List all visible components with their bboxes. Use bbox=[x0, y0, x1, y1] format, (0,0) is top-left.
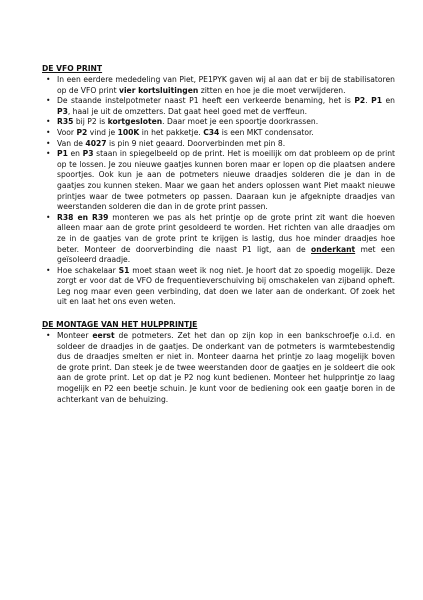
text-run: S1 bbox=[118, 265, 130, 275]
text-run: R35 bbox=[57, 117, 74, 127]
text-run: . bbox=[365, 96, 372, 106]
text-run: vind je bbox=[87, 127, 118, 137]
text-run: is een MKT condensator. bbox=[219, 127, 314, 137]
text-run: onderkant bbox=[311, 244, 356, 254]
text-run: P3 bbox=[57, 106, 68, 116]
text-run: P2 bbox=[76, 127, 88, 137]
text-run: vier kortsluitingen bbox=[119, 85, 199, 95]
text-run: Van de bbox=[57, 138, 86, 148]
text-run: en bbox=[381, 96, 395, 106]
text-run: eerst bbox=[92, 331, 115, 341]
list-item bbox=[42, 331, 395, 405]
text-run: P1 bbox=[371, 96, 382, 106]
list-item bbox=[42, 117, 395, 128]
text-run: P3 bbox=[82, 149, 94, 159]
list-item bbox=[42, 149, 395, 213]
list-item bbox=[42, 75, 395, 96]
text-run: De staande instelpotmeter naast P1 heeft een verkeerde benaming, het is bbox=[57, 96, 355, 106]
text-run: P2 bbox=[354, 96, 366, 106]
text-run: , haal je uit de omzetters. Dat gaat heel goed met de verffeun. bbox=[67, 106, 308, 116]
text-run: P1 bbox=[57, 149, 68, 159]
text-run: kortgesloten bbox=[107, 117, 163, 127]
section-title-vfo-print: DE VFO PRINT bbox=[42, 64, 103, 73]
list-item bbox=[42, 139, 395, 150]
list-item bbox=[42, 128, 395, 139]
list-item bbox=[42, 266, 395, 308]
text-run: is pin 9 niet geaard. Doorverbinden met pin 8. bbox=[106, 138, 286, 148]
section-title-hulpprintje: DE MONTAGE VAN HET HULPPRINTJE bbox=[42, 320, 198, 330]
list-item bbox=[42, 213, 395, 266]
text-run: R38 en R39 bbox=[57, 212, 109, 222]
text-run: . Daar moet je een spoortje doorkrassen. bbox=[162, 117, 319, 127]
text-run: moet staan weet ik nog niet. Je hoort dat zo spoedig mogelijk. Deze zorgt er voor dat de VFO de frequentieverschuiving bij omschakelen van zijband opheft. Leg nog maar even geen verbinding, dat doen we later aan de onderkant. Of zoek het uit en laat het ons even weten. bbox=[57, 265, 395, 307]
text-run: met een geïsoleerd draadje. bbox=[57, 244, 395, 265]
text-run: en bbox=[67, 149, 83, 159]
text-run: de potmeters. Zet het dan op zijn kop in een bankschroefje o.i.d. en soldeer de draadjes in de gaatjes. De onderkant van de potmeters is warmtebestendig dus de draadjes smelten er niet in. Monteer daarna het printje zo laag mogelijk boven de grote print. Dan steek je de twee weerstanden door de gaatjes en je soldeert die ook aan de grote print. Let op dat je P2 nog kunt bedienen. Monteer het hulpprintje zo laag mogelijk en P2 een beetje schuin. Je kunt voor de bediening ook een gaatje boren in de achterkant van de behuizing. bbox=[57, 331, 396, 404]
text-run: Hoe schakelaar bbox=[57, 265, 119, 275]
text-run: staan in spiegelbeeld op de print. Het is moeilijk om dat probleem op de print op te lossen. Je zou nieuwe gaatjes kunnen boren maar er lopen op die plaatsen andere spoortjes. Ook kun je aan de potmeters nieuwe draadjes solderen die je dan in de gaatjes zou kunnen steken. Maar we gaan het anders oplossen want Piet maakt nieuwe printjes waar de twee potmeters op passen. Daaraan kun je afgeknipte draadjes van weerstanden solderen die dan in de grote print passen. bbox=[57, 149, 395, 212]
text-run: zitten en hoe je die moet verwijderen. bbox=[198, 85, 346, 95]
text-run: In een eerdere mededeling van Piet, PE1PYK gaven wij al aan dat er bij de stabilisatoren op de VFO print bbox=[57, 75, 395, 95]
list-item bbox=[42, 96, 395, 117]
text-run: C34 bbox=[203, 127, 220, 137]
text-run: 4027 bbox=[85, 138, 107, 148]
text-run: Monteer bbox=[57, 331, 93, 341]
hulpprintje-list bbox=[42, 331, 395, 405]
text-run: in het pakketje. bbox=[139, 127, 204, 137]
text-run: bij P2 is bbox=[73, 117, 108, 127]
text-run: 100K bbox=[117, 127, 140, 137]
vfo-print-list bbox=[42, 75, 395, 308]
text-run: monteren we pas als het printje op de grote print zit want die hoeven alleen maar aan de grote print gesoldeerd te worden. Het richten van alle draadjes om ze in de gaatjes van de grote print te krijgen is lastig, dus hoe minder draadjes hoe beter. Monteer de doorverbinding die naast P1 ligt, aan de bbox=[57, 212, 395, 254]
text-run: Voor bbox=[57, 127, 77, 137]
